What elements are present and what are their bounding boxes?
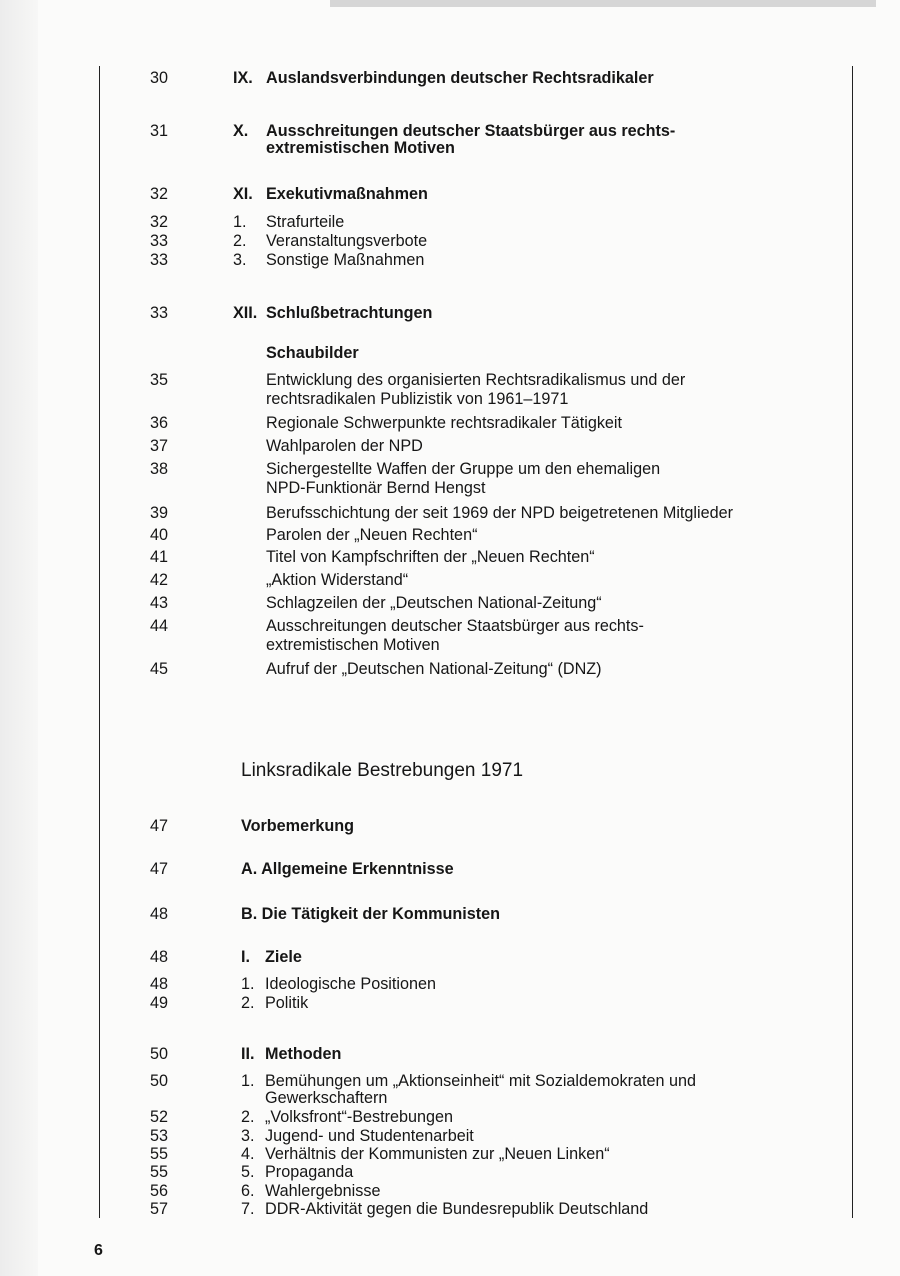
figure-title: „Aktion Widerstand“ bbox=[266, 571, 409, 589]
toc-entry-title: Methoden bbox=[265, 1045, 342, 1063]
figure-title-continued: extremistischen Motiven bbox=[266, 636, 440, 654]
figure-page-number: 43 bbox=[150, 594, 169, 612]
toc-entry-marker: 2. bbox=[233, 232, 247, 250]
toc-page-number: 50 bbox=[150, 1045, 169, 1063]
toc-entry-marker: 2. bbox=[241, 1108, 255, 1126]
toc-entry-title: Politik bbox=[265, 994, 309, 1012]
toc-entry-title: Ausschreitungen deutscher Staatsbürger aus rechts- bbox=[266, 122, 676, 140]
toc-entry-title-continued: Gewerkschaftern bbox=[265, 1089, 388, 1107]
toc-page-number: 52 bbox=[150, 1108, 169, 1126]
figure-title: Berufsschichtung der seit 1969 der NPD beigetretenen Mitglieder bbox=[266, 504, 734, 522]
toc-page-number: 53 bbox=[150, 1127, 169, 1145]
right-margin-rule bbox=[852, 66, 853, 1218]
toc-page-number: 48 bbox=[150, 975, 169, 993]
toc-entry-title: Veranstaltungsverbote bbox=[266, 232, 428, 250]
scan-edge-shadow bbox=[330, 0, 876, 7]
toc-entry-title: Jugend- und Studentenarbeit bbox=[265, 1127, 474, 1145]
toc-page-number: 33 bbox=[150, 232, 169, 250]
toc-heading: A. Allgemeine Erkenntnisse bbox=[241, 860, 454, 878]
schaubilder-heading: Schaubilder bbox=[266, 344, 359, 362]
toc-entry-marker: 1. bbox=[233, 213, 247, 231]
toc-page-number: 47 bbox=[150, 860, 169, 878]
toc-page-number: 30 bbox=[150, 69, 169, 87]
toc-heading: B. Die Tätigkeit der Kommunisten bbox=[241, 905, 501, 923]
figure-title: Entwicklung des organisierten Rechtsradikalismus und der bbox=[266, 371, 686, 389]
toc-entry-title: Wahlergebnisse bbox=[265, 1182, 381, 1200]
figure-page-number: 41 bbox=[150, 548, 169, 566]
toc-entry-marker: II. bbox=[241, 1045, 255, 1063]
figure-title: Sichergestellte Waffen der Gruppe um den ehemaligen bbox=[266, 460, 661, 478]
figure-title: Ausschreitungen deutscher Staatsbürger aus rechts- bbox=[266, 617, 644, 635]
toc-page-number: 56 bbox=[150, 1182, 169, 1200]
figure-title: Parolen der „Neuen Rechten“ bbox=[266, 526, 478, 544]
figure-title: Schlagzeilen der „Deutschen National-Zeitung“ bbox=[266, 594, 602, 612]
figure-title: Wahlparolen der NPD bbox=[266, 437, 423, 455]
section-heading: Linksradikale Bestrebungen 1971 bbox=[241, 760, 524, 781]
toc-heading: Vorbemerkung bbox=[241, 817, 355, 835]
toc-entry-marker: 2. bbox=[241, 994, 255, 1012]
toc-entry-marker: 3. bbox=[233, 251, 247, 269]
toc-entry-title: Propaganda bbox=[265, 1163, 354, 1181]
toc-entry-title: Sonstige Maßnahmen bbox=[266, 251, 425, 269]
figure-page-number: 42 bbox=[150, 571, 169, 589]
toc-entry-title: Auslandsverbindungen deutscher Rechtsradikaler bbox=[266, 69, 654, 87]
toc-page-number: 31 bbox=[150, 122, 169, 140]
toc-entry-marker: 1. bbox=[241, 1072, 255, 1090]
toc-entry-marker: I. bbox=[241, 948, 250, 966]
page-gutter-shadow bbox=[0, 0, 38, 1276]
figure-title: Regionale Schwerpunkte rechtsradikaler Tätigkeit bbox=[266, 414, 623, 432]
page-number-folio: 6 bbox=[94, 1242, 103, 1259]
toc-page-number: 47 bbox=[150, 817, 169, 835]
toc-page-number: 49 bbox=[150, 994, 169, 1012]
toc-entry-marker: 4. bbox=[241, 1145, 255, 1163]
toc-entry-title: Ziele bbox=[265, 948, 302, 966]
figure-title: Aufruf der „Deutschen National-Zeitung“ (DNZ) bbox=[266, 660, 602, 678]
toc-entry-title: Verhältnis der Kommunisten zur „Neuen Linken“ bbox=[265, 1145, 610, 1163]
toc-entry-marker: XI. bbox=[233, 185, 253, 203]
figure-page-number: 38 bbox=[150, 460, 169, 478]
figure-page-number: 40 bbox=[150, 526, 169, 544]
toc-entry-marker: 7. bbox=[241, 1200, 255, 1218]
toc-entry-marker: IX. bbox=[233, 69, 253, 87]
toc-page-number: 33 bbox=[150, 304, 169, 322]
toc-entry-title-continued: extremistischen Motiven bbox=[266, 139, 455, 157]
figure-title: Titel von Kampfschriften der „Neuen Rechten“ bbox=[266, 548, 595, 566]
toc-entry-title: „Volksfront“-Bestrebungen bbox=[265, 1108, 454, 1126]
toc-page-number: 55 bbox=[150, 1145, 169, 1163]
toc-page-number: 33 bbox=[150, 251, 169, 269]
toc-entry-title: Schlußbetrachtungen bbox=[266, 304, 433, 322]
toc-entry-marker: 3. bbox=[241, 1127, 255, 1145]
toc-page-number: 55 bbox=[150, 1163, 169, 1181]
left-margin-rule bbox=[99, 66, 100, 1218]
toc-page-number: 48 bbox=[150, 948, 169, 966]
toc-page-number: 50 bbox=[150, 1072, 169, 1090]
toc-page-number: 32 bbox=[150, 185, 169, 203]
toc-entry-marker: 5. bbox=[241, 1163, 255, 1181]
toc-entry-marker: X. bbox=[233, 122, 249, 140]
toc-entry-marker: 1. bbox=[241, 975, 255, 993]
toc-entry-title: Exekutivmaßnahmen bbox=[266, 185, 428, 203]
figure-page-number: 39 bbox=[150, 504, 169, 522]
figure-page-number: 35 bbox=[150, 371, 169, 389]
toc-page-number: 48 bbox=[150, 905, 169, 923]
figure-page-number: 37 bbox=[150, 437, 169, 455]
toc-entry-title: DDR-Aktivität gegen die Bundesrepublik Deutschland bbox=[265, 1200, 649, 1218]
toc-page-number: 57 bbox=[150, 1200, 169, 1218]
toc-page-number: 32 bbox=[150, 213, 169, 231]
toc-entry-title: Bemühungen um „Aktionseinheit“ mit Sozialdemokraten und bbox=[265, 1072, 697, 1090]
figure-page-number: 44 bbox=[150, 617, 169, 635]
figure-title-continued: NPD-Funktionär Bernd Hengst bbox=[266, 479, 486, 497]
toc-entry-title: Strafurteile bbox=[266, 213, 345, 231]
toc-entry-marker: XII. bbox=[233, 304, 258, 322]
toc-entry-marker: 6. bbox=[241, 1182, 255, 1200]
figure-page-number: 45 bbox=[150, 660, 169, 678]
figure-page-number: 36 bbox=[150, 414, 169, 432]
figure-title-continued: rechtsradikalen Publizistik von 1961–1971 bbox=[266, 390, 569, 408]
toc-entry-title: Ideologische Positionen bbox=[265, 975, 436, 993]
